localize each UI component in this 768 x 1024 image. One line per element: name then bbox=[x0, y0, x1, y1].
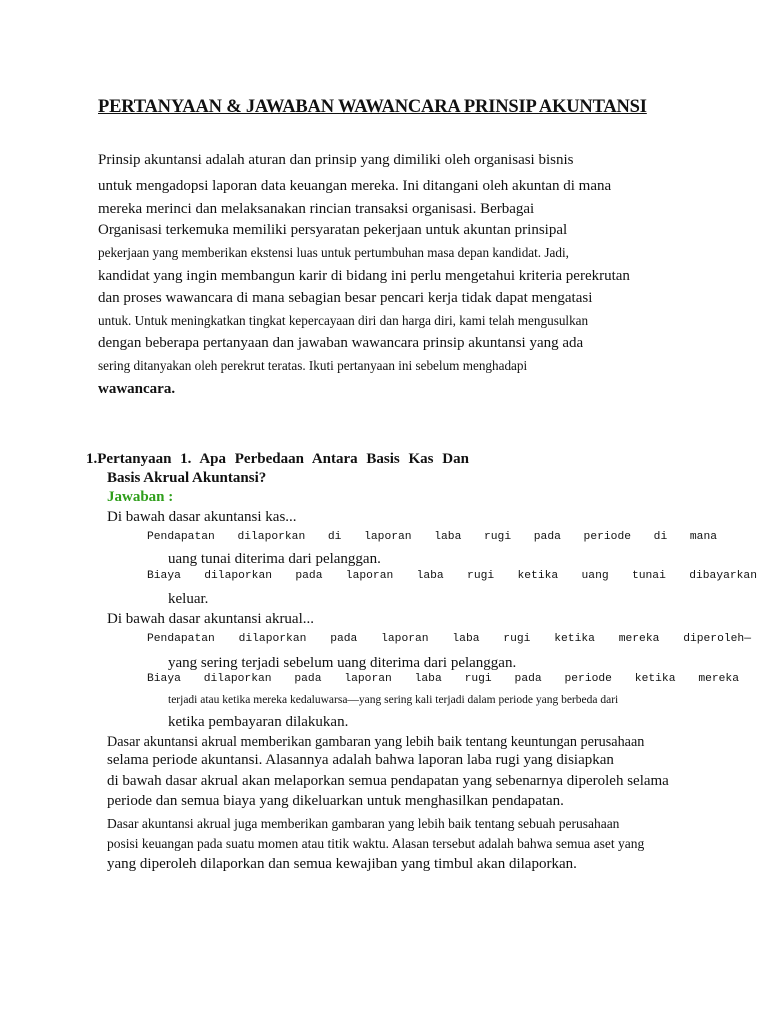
cash-item-mono: Biaya dilaporkan pada laporan laba rugi ketika uang tunai dibayarkan bbox=[147, 570, 757, 582]
intro-line: Prinsip akuntansi adalah aturan dan prinsip yang dimiliki oleh organisasi bisnis bbox=[98, 152, 574, 168]
accrual-item-cont-small: terjadi atau ketika mereka kedaluwarsa—yang sering kali terjadi dalam periode yang berbeda dari bbox=[168, 694, 619, 706]
closing-line: Dasar akuntansi akrual memberikan gambaran yang lebih baik tentang keuntungan perusahaan bbox=[107, 734, 645, 750]
cash-item-cont: keluar. bbox=[168, 591, 209, 607]
cash-item-mono: Pendapatan dilaporkan di laporan laba rugi pada periode di mana bbox=[147, 531, 717, 543]
intro-line: dan proses wawancara di mana sebagian besar pencari kerja tidak dapat mengatasi bbox=[98, 290, 593, 306]
intro-line: sering ditanyakan oleh perekrut teratas. Ikuti pertanyaan ini sebelum menghadapi bbox=[98, 358, 528, 373]
page-title: PERTANYAAN & JAWABAN WAWANCARA PRINSIP AKUNTANSI bbox=[98, 97, 647, 117]
accrual-item-mono: Pendapatan dilaporkan pada laporan laba rugi ketika mereka diperoleh— bbox=[147, 633, 751, 645]
intro-line: kandidat yang ingin membangun karir di bidang ini perlu mengetahui kriteria perekrutan bbox=[98, 268, 630, 284]
accrual-item-cont: yang sering terjadi sebelum uang diterima dari pelanggan. bbox=[168, 655, 517, 671]
intro-line: pekerjaan yang memberikan ekstensi luas untuk pertumbuhan masa depan kandidat. Jadi, bbox=[98, 245, 569, 260]
cash-item-cont: uang tunai diterima dari pelanggan. bbox=[168, 551, 381, 567]
intro-line: dengan beberapa pertanyaan dan jawaban wawancara prinsip akuntansi yang ada bbox=[98, 335, 584, 351]
accrual-item-cont: ketika pembayaran dilakukan. bbox=[168, 714, 349, 730]
answer-label: Jawaban : bbox=[107, 489, 174, 505]
closing-line: selama periode akuntansi. Alasannya adalah bahwa laporan laba rugi yang disiapkan bbox=[107, 752, 614, 768]
cash-basis-heading: Di bawah dasar akuntansi kas... bbox=[107, 509, 297, 525]
intro-line: wawancara. bbox=[98, 381, 176, 397]
closing-line: periode dan semua biaya yang dikeluarkan untuk menghasilkan pendapatan. bbox=[107, 793, 564, 809]
intro-line: mereka merinci dan melaksanakan rincian transaksi organisasi. Berbagai bbox=[98, 201, 535, 217]
accrual-basis-heading: Di bawah dasar akuntansi akrual... bbox=[107, 611, 315, 627]
question-line: Basis Akrual Akuntansi? bbox=[107, 470, 267, 486]
closing-line: Dasar akuntansi akrual juga memberikan gambaran yang lebih baik tentang sebuah perusahaan bbox=[107, 816, 620, 831]
closing-line: di bawah dasar akrual akan melaporkan semua pendapatan yang sebenarnya diperoleh selama bbox=[107, 773, 669, 789]
intro-line: untuk. Untuk meningkatkan tingkat kepercayaan diri dan harga diri, kami telah mengusulkan bbox=[98, 313, 589, 328]
accrual-item-mono: Biaya dilaporkan pada laporan laba rugi pada periode ketika mereka bbox=[147, 673, 739, 685]
intro-line: Organisasi terkemuka memiliki persyaratan pekerjaan untuk akuntan prinsipal bbox=[98, 222, 568, 238]
intro-line: untuk mengadopsi laporan data keuangan mereka. Ini ditangani oleh akuntan di mana bbox=[98, 178, 612, 194]
closing-line: yang diperoleh dilaporkan dan semua kewajiban yang timbul akan dilaporkan. bbox=[107, 856, 577, 872]
question-line: 1.Pertanyaan 1. Apa Perbedaan Antara Basis Kas Dan bbox=[86, 451, 469, 467]
closing-line: posisi keuangan pada suatu momen atau titik waktu. Alasan tersebut adalah bahwa semua aset yang bbox=[107, 836, 645, 851]
